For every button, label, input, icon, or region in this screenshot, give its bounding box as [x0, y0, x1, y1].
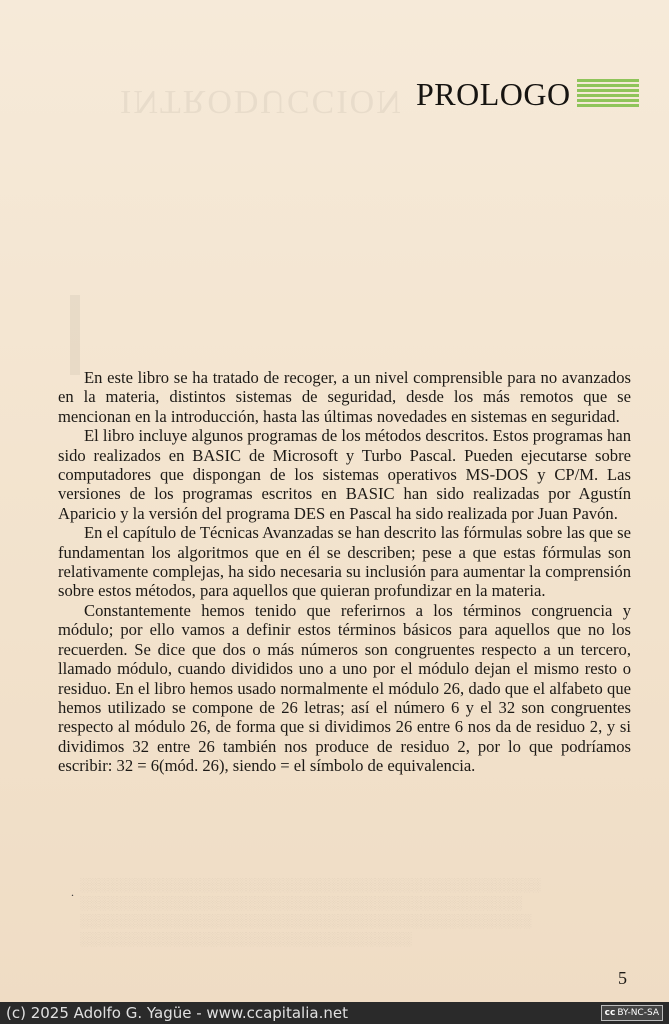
paragraph-4: Constantemente hemos tenido que referirnos a los términos congruencia y módulo; por ello vamos a definir estos términos básicos para aquellos que no los recuerden. Se dice que dos o más números son congruentes respecto a un tercero, llamado módulo, cuando divididos uno a uno por el módulo dejan el mismo resto o residuo. En el libro hemos usado normalmente el módulo 26, dado que el alfabeto que hemos utilizado se compone de 26 letras; así el número 6 y el 32 son congruentes respecto al módulo 26, de forma que si dividimos 26 entre 6 nos da de residuo 2, y si dividimos 32 entre 26 también nos produce de residuo 2, por lo que podríamos escribir: 32 = 6(mód. 26), siendo = el símbolo de equivalencia.: [58, 600, 631, 776]
bleed-through-title: INTRODUCCION: [120, 83, 403, 120]
paragraph-3: En el capítulo de Técnicas Avanzadas se han descrito las fórmulas sobre las que se fundamentan los algoritmos que en él se describen; pese a que estas fórmulas son relativamente complejas, ha sido necesaria su inclusión para aumentar la comprensión sobre estos métodos, para aquellos que quieran profundizar en la materia.: [58, 523, 631, 601]
copyright-text: (c) 2025 Adolfo G. Yagüe - www.ccapitalia.net: [6, 1004, 348, 1022]
green-stripes-ornament: [577, 79, 639, 109]
cc-icon: cc: [604, 1008, 616, 1018]
chapter-heading: [416, 74, 639, 114]
page-number: 5: [618, 968, 627, 988]
prologue-body: [58, 368, 631, 776]
paragraph-1: En este libro se ha tratado de recoger, a un nivel comprensible para no avanzados en la materia, distintos sistemas de seguridad, desde los más remotos que se mencionan en la introducción, hasta las últimas novedades en sistemas en seguridad.: [58, 368, 631, 426]
cc-license-badge: [601, 1005, 663, 1021]
bleed-through-mark: [70, 295, 80, 375]
stray-dot: .: [71, 885, 74, 899]
chapter-title: PROLOGO: [416, 75, 571, 112]
paragraph-2: El libro incluye algunos programas de los métodos descritos. Estos programas han sido realizados en BASIC de Microsoft y Turbo Pascal. Pueden ejecutarse sobre computadores que dispongan de los sistemas operativos MS-DOS y CP/M. Las versiones de los programas escritos en BASIC han sido realizadas por Agustín Aparicio y la versión del programa DES en Pascal ha sido realizada por Juan Pavón.: [58, 426, 631, 523]
license-label: BY-NC-SA: [617, 1008, 659, 1018]
footer-bar: [0, 1002, 669, 1024]
bleed-through-text: ░░░░░░░░░░░░░░░░░░░░░░░░░░░░░░░░░░░░░░░░░░░░░░░░░░ ░░░░░░░░░░░░░░░░░░░░░░░░░░░░░░░░░░░░░░░░░░░░░░░░ ░░░░░░░░░░░░░░░░░░░░░░░░░░░░░░░░░░░░░░░░░░░░░░░░░ ░░░░░░░░░░░░░░░░░░░░░░░░░░░░░░░░░░░░: [80, 877, 541, 946]
